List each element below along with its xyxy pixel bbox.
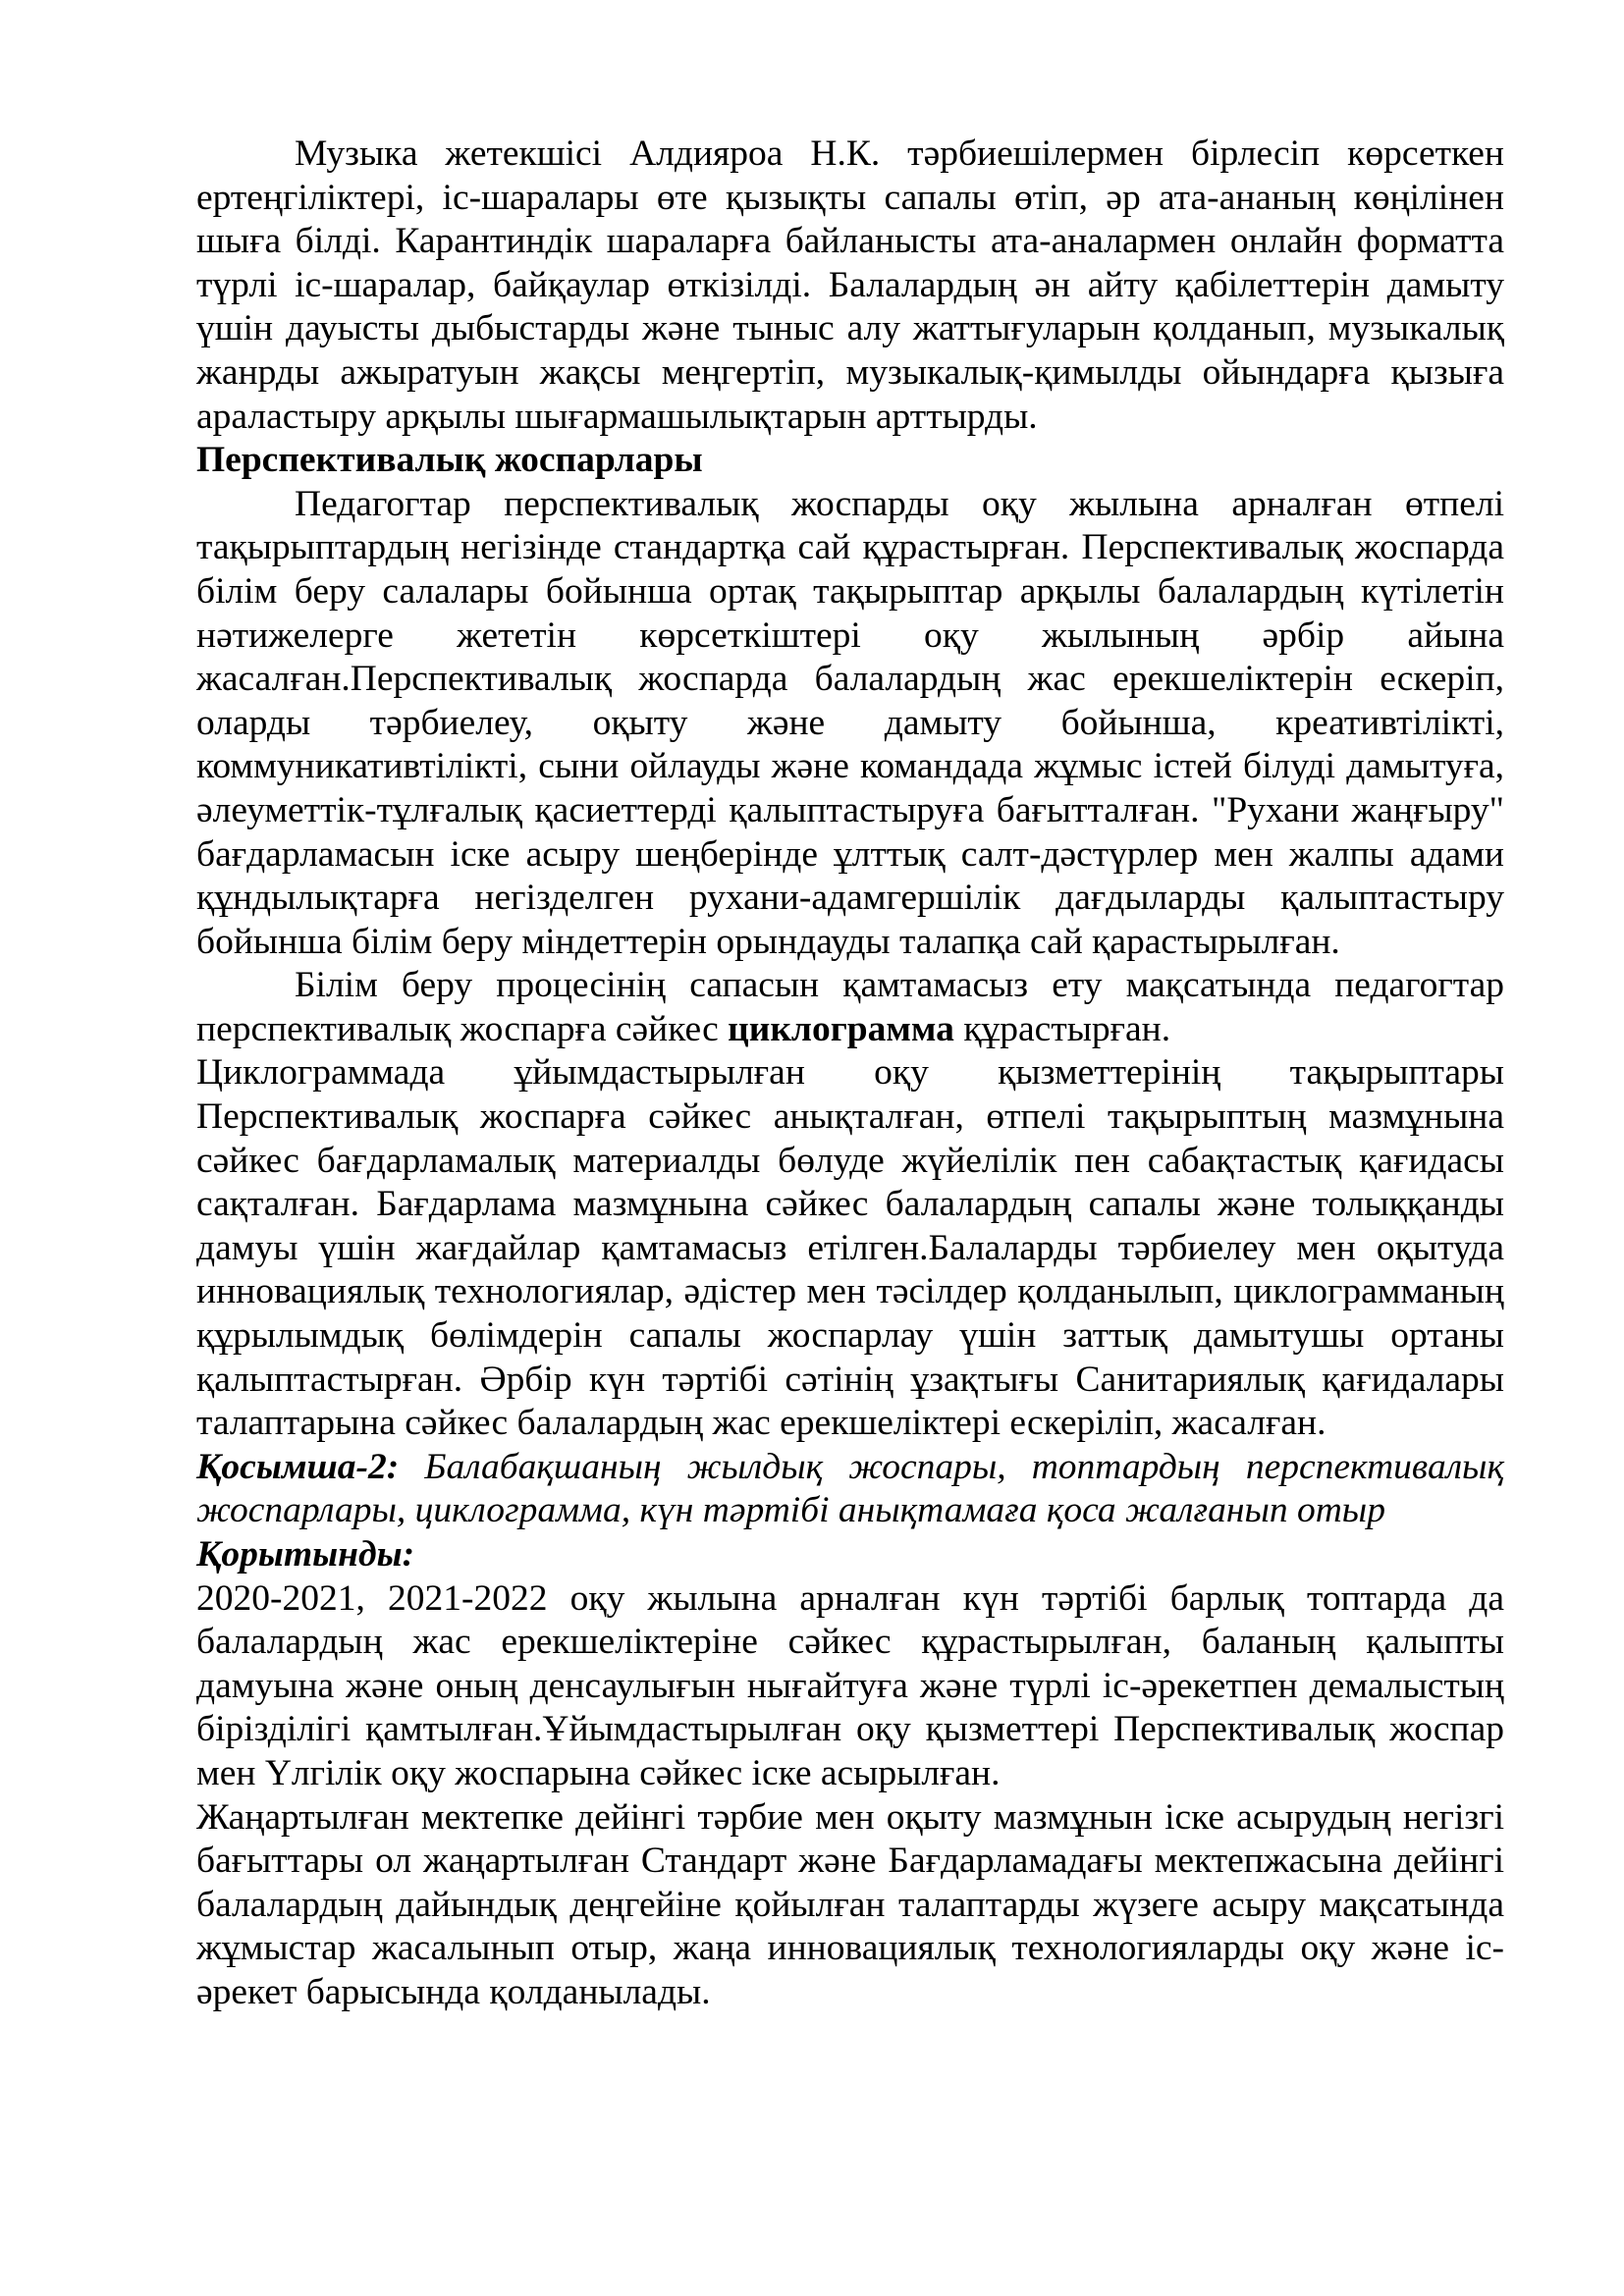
document-page bbox=[196, 133, 1504, 2015]
appendix-paragraph bbox=[196, 1446, 1504, 1533]
perspective-heading: Перспективалық жоспарлары bbox=[196, 440, 703, 481]
cyclogram-bold-term: циклограмма bbox=[728, 1008, 954, 1049]
conclusion-paragraph-1: 2020-2021, 2021-2022 оқу жылына арналған күн тәртібі барлық топтарда да балалардың жас ерекшеліктеріне сәйкес құрастырылған, баланың қалыпты дамуына және оның денсаулығын нығайтуға және түрлі іс-әрекетпен демалыстың бірізділігі қамтылған.Ұйымдастырылған оқу қызметтері Перспективалық жоспар мен Үлгілік оқу жоспарына сәйкес іске асырылған. bbox=[196, 1577, 1504, 1793]
cyclogram-paragraph bbox=[196, 964, 1504, 1051]
cyclogram-detail-paragraph: Циклограммада ұйымдастырылған оқу қызметтерінің тақырыптары Перспективалық жоспарға сәйкес анықталған, өтпелі тақырыптың мазмұнына сәйкес бағдарламалық материалды бөлуде жүйелілік пен сабақтастық қағидасы сақталған. Бағдарлама мазмұнына сәйкес балалардың сапалы және толыққанды дамуы үшін жағдайлар қамтамасыз етілген.Балаларды тәрбиелеу мен оқытуда инновациялық технологиялар, әдістер мен тәсілдер қолданылып, циклограмманың құрылымдық бөлімдерін сапалы жоспарлау үшін заттық дамытушы ортаны қалыптастырған. Әрбір күн тәртібі сәтінің ұзақтығы Санитариялық қағидалары талаптарына сәйкес балалардың жас ерекшеліктері ескеріліп, жасалған. bbox=[196, 1052, 1504, 1444]
conclusion-paragraph-2: Жаңартылған мектепке дейінгі тәрбие мен оқыту мазмұнын іске асырудың негізгі бағыттары ол жаңартылған Стандарт және Бағдарламадағы мектепжасына дейінгі балалардың дайындық деңгейіне қойылған талаптарды жүзеге асыру мақсатында жұмыстар жасалынып отыр, жаңа инновациялық технологияларды оқу және іс-әрекет барысында қолданылады. bbox=[196, 1796, 1504, 2012]
perspective-paragraph: Педагогтар перспективалық жоспарды оқу жылына арналған өтпелі тақырыптардың негізінде стандартқа сай құрастырған. Перспективалық жоспарда білім беру салалары бойынша ортақ тақырыптар арқылы балалардың күтілетін нәтижелерге жететін көрсеткіштері оқу жылының әрбір айына жасалған.Перспективалық жоспарда балалардың жас ерекшеліктерін ескеріп, оларды тәрбиелеу, оқыту және дамыту бойынша, креативтілікті, коммуникативтілікті, сыни ойлауды және командада жұмыс істей білуді дамытуға, әлеуметтік-тұлғалық қасиеттерді қалыптастыруға бағытталған. "Рухани жаңғыру" бағдарламасын іске асыру шеңберінде ұлттық салт-дәстүрлер мен жалпы адами құндылықтарға негізделген рухани-адамгершілік дағдыларды қалыптастыру бойынша білім беру міндеттерін орындауды талапқа сай қарастырылған. bbox=[196, 483, 1504, 962]
appendix-text: Балабақшаның жылдық жоспары, топтардың перспективалық жоспарлары, циклограмма, күн тәртібі анықтамаға қоса жалғанып отыр bbox=[196, 1446, 1504, 1531]
appendix-label: Қосымша-2: bbox=[196, 1446, 400, 1487]
cyclogram-text-after: құрастырған. bbox=[953, 1008, 1171, 1049]
music-paragraph: Музыка жетекшісі Алдияроа Н.К. тәрбиешілермен бірлесіп көрсеткен ертеңгіліктері, іс-шаралары өте қызықты сапалы өтіп, әр ата-ананың көңілінен шыға білді. Карантиндік шараларға байланысты ата-аналармен онлайн форматта түрлі іс-шаралар, байқаулар өткізілді. Балалардың ән айту қабілеттерін дамыту үшін дауысты дыбыстарды және тыныс алу жаттығуларын қолданып, музыкалық жанрды ажыратуын жақсы меңгертіп, музыкалық-қимылды ойындарға қызыға араластыру арқылы шығармашылықтарын арттырды. bbox=[196, 133, 1504, 437]
conclusion-heading: Қорытынды: bbox=[196, 1534, 415, 1575]
cyclogram-text-before: Білім беру процесінің сапасын қамтамасыз ету мақсатында педагогтар перспективалық жоспарға сәйкес bbox=[196, 965, 1504, 1049]
